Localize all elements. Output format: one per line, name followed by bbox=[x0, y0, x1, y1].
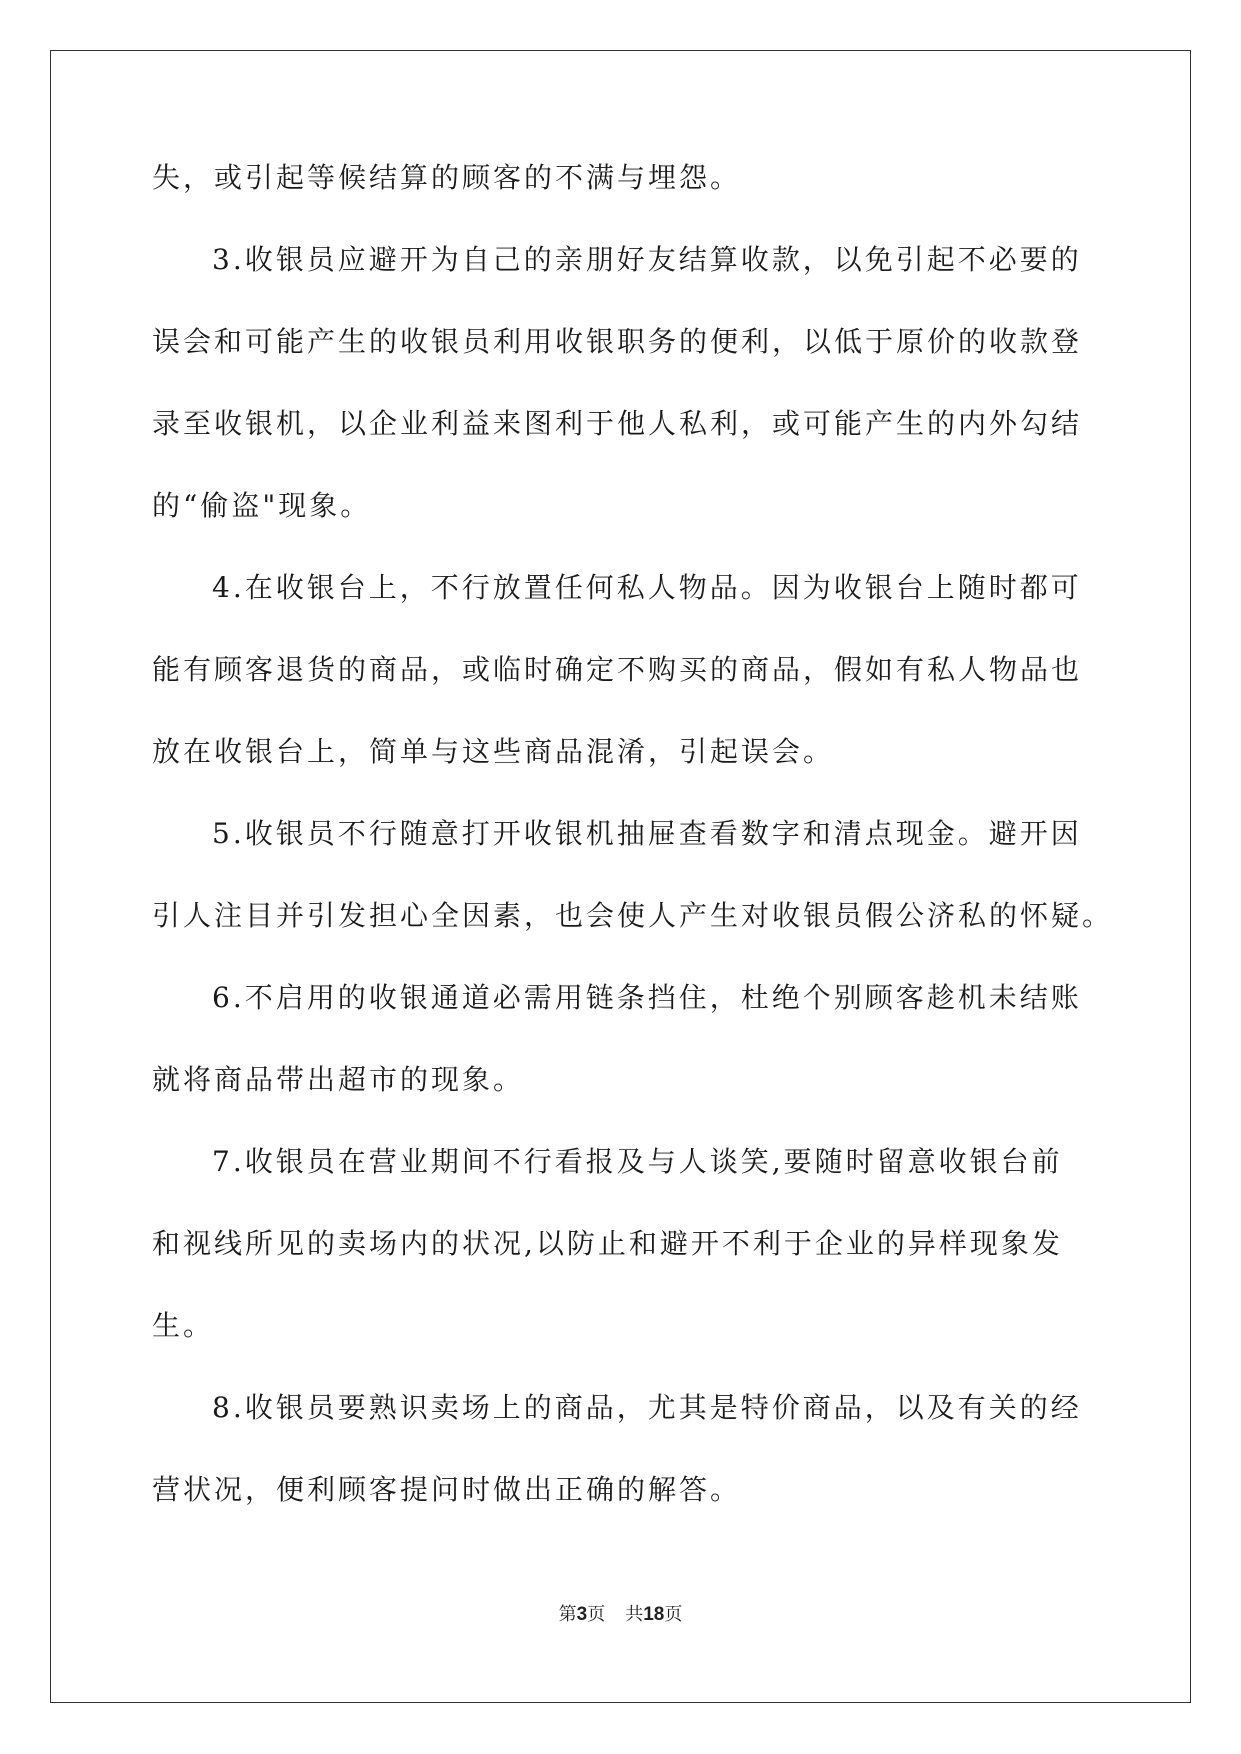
text-line: 的“偷盗"现象。 bbox=[152, 489, 372, 522]
page-footer bbox=[0, 1600, 1241, 1626]
text-line: 7.收银员在营业期间不行看报及与人谈笑,要随时留意收银台前 bbox=[212, 1145, 1063, 1178]
text-line: 6.不启用的收银通道必需用链条挡住，杜绝个别顾客趁机未结账 bbox=[212, 981, 1082, 1014]
text-line: 引人注目并引发担心全因素，也会使人产生对收银员假公济私的怀疑。 bbox=[152, 899, 1114, 932]
text-line: 录至收银机，以企业利益来图利于他人私利，或可能产生的内外勾结 bbox=[152, 407, 1083, 440]
text-line: 生。 bbox=[152, 1309, 215, 1342]
text-line: 放在收银台上，简单与这些商品混淆，引起误会。 bbox=[152, 735, 835, 768]
page-suffix: 页 bbox=[587, 1604, 606, 1625]
text-line: 3.收银员应避开为自己的亲朋好友结算收款，以免引起不必要的 bbox=[212, 243, 1082, 276]
text-line: 5.收银员不行随意打开收银机抽屉查看数字和清点现金。避开因 bbox=[212, 817, 1082, 850]
page-number: 3 bbox=[576, 1604, 588, 1625]
total-prefix: 共 bbox=[625, 1604, 644, 1625]
text-line: 8.收银员要熟识卖场上的商品，尤其是特价商品，以及有关的经 bbox=[212, 1391, 1082, 1424]
document-body bbox=[152, 158, 1114, 1552]
total-suffix: 页 bbox=[664, 1604, 683, 1625]
text-line: 4.在收银台上，不行放置任何私人物品。因为收银台上随时都可 bbox=[212, 571, 1082, 604]
text-line: 失，或引起等候结算的顾客的不满与埋怨。 bbox=[152, 161, 742, 194]
page-prefix: 第 bbox=[558, 1604, 577, 1625]
text-line: 和视线所见的卖场内的状况,以防止和避开不利于企业的异样现象发 bbox=[152, 1227, 1063, 1260]
text-line: 就将商品带出超市的现象。 bbox=[152, 1063, 525, 1096]
total-pages: 18 bbox=[643, 1604, 665, 1625]
text-line: 能有顾客退货的商品，或临时确定不购买的商品，假如有私人物品也 bbox=[152, 653, 1083, 686]
text-line: 误会和可能产生的收银员利用收银职务的便利，以低于原价的收款登 bbox=[152, 325, 1083, 358]
text-line: 营状况，便利顾客提问时做出正确的解答。 bbox=[152, 1473, 742, 1506]
